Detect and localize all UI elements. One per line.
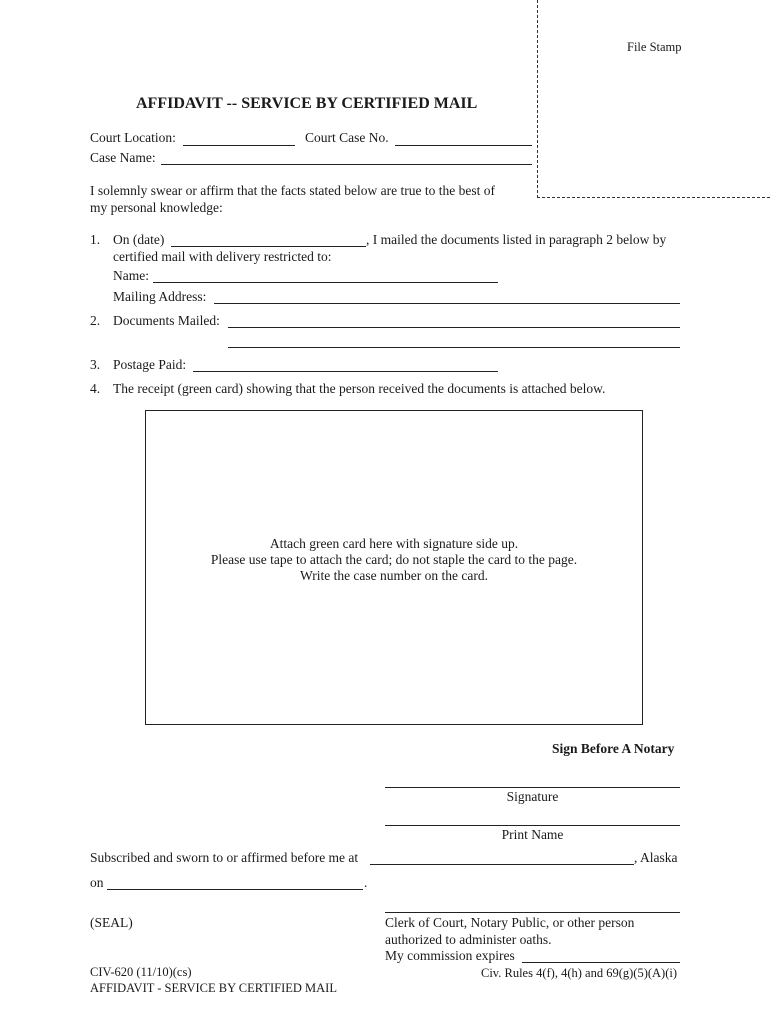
- alaska-text: , Alaska: [634, 850, 678, 865]
- sworn-location-field[interactable]: [370, 864, 634, 865]
- mailing-address-label: Mailing Address:: [113, 289, 207, 304]
- oath-line-1: I solemnly swear or affirm that the facts stated below are true to the best of: [90, 183, 495, 198]
- court-location-label: Court Location:: [90, 130, 176, 145]
- file-stamp-label: File Stamp: [627, 40, 682, 54]
- seal-label: (SEAL): [90, 915, 133, 930]
- form-footer-title: AFFIDAVIT - SERVICE BY CERTIFIED MAIL: [90, 981, 337, 995]
- clerk-signature-field[interactable]: [385, 912, 680, 913]
- green-card-line-2: Please use tape to attach the card; do not staple the card to the page.: [210, 552, 578, 567]
- sworn-date-field[interactable]: [107, 889, 363, 890]
- clerk-line-1: Clerk of Court, Notary Public, or other person: [385, 915, 635, 930]
- case-name-field[interactable]: [161, 164, 532, 165]
- mailed-text: , I mailed the documents listed in paragraph 2 below by: [366, 232, 667, 247]
- item-1-line-2: certified mail with delivery restricted to:: [113, 249, 332, 264]
- sign-before-notary: Sign Before A Notary: [552, 741, 675, 756]
- file-stamp-border-vertical: [537, 0, 538, 198]
- item-1-number: 1.: [90, 232, 101, 247]
- print-name-label: Print Name: [501, 827, 564, 842]
- oath-line-2: my personal knowledge:: [90, 200, 223, 215]
- mailing-date-field[interactable]: [171, 246, 366, 247]
- court-case-no-label: Court Case No.: [305, 130, 389, 145]
- page-title: AFFIDAVIT -- SERVICE BY CERTIFIED MAIL: [136, 95, 478, 112]
- civil-rules: Civ. Rules 4(f), 4(h) and 69(g)(5)(A)(i): [481, 966, 678, 980]
- clerk-line-2: authorized to administer oaths.: [385, 932, 552, 947]
- period: .: [364, 875, 368, 890]
- item-2-number: 2.: [90, 313, 101, 328]
- on-label: on: [90, 875, 104, 890]
- file-stamp-border-horizontal: [537, 197, 770, 198]
- green-card-attach-box: [145, 410, 643, 725]
- print-name-field[interactable]: [385, 825, 680, 826]
- name-label: Name:: [113, 268, 149, 283]
- subscribed-text: Subscribed and sworn to or affirmed before me at: [90, 850, 359, 865]
- postage-paid-label: Postage Paid:: [113, 357, 187, 372]
- item-4-text: The receipt (green card) showing that the person received the documents is attached below.: [113, 381, 606, 396]
- documents-mailed-field[interactable]: [228, 327, 680, 328]
- court-location-field[interactable]: [183, 145, 295, 146]
- on-date-label: On (date): [113, 232, 165, 247]
- green-card-line-3: Write the case number on the card.: [300, 568, 488, 583]
- signature-label: Signature: [506, 789, 559, 804]
- mailing-address-field[interactable]: [214, 303, 680, 304]
- postage-paid-field[interactable]: [193, 371, 498, 372]
- documents-mailed-field-2[interactable]: [228, 347, 680, 348]
- green-card-instructions: [146, 536, 642, 584]
- signature-field[interactable]: [385, 787, 680, 788]
- green-card-line-1: Attach green card here with signature side up.: [269, 536, 519, 551]
- documents-mailed-label: Documents Mailed:: [113, 313, 220, 328]
- commission-expires-label: My commission expires: [385, 948, 515, 963]
- name-field[interactable]: [153, 282, 498, 283]
- item-4-number: 4.: [90, 381, 101, 396]
- court-case-no-field[interactable]: [395, 145, 532, 146]
- case-name-label: Case Name:: [90, 150, 156, 165]
- form-number: CIV-620 (11/10)(cs): [90, 965, 192, 979]
- commission-expires-field[interactable]: [522, 962, 680, 963]
- item-3-number: 3.: [90, 357, 101, 372]
